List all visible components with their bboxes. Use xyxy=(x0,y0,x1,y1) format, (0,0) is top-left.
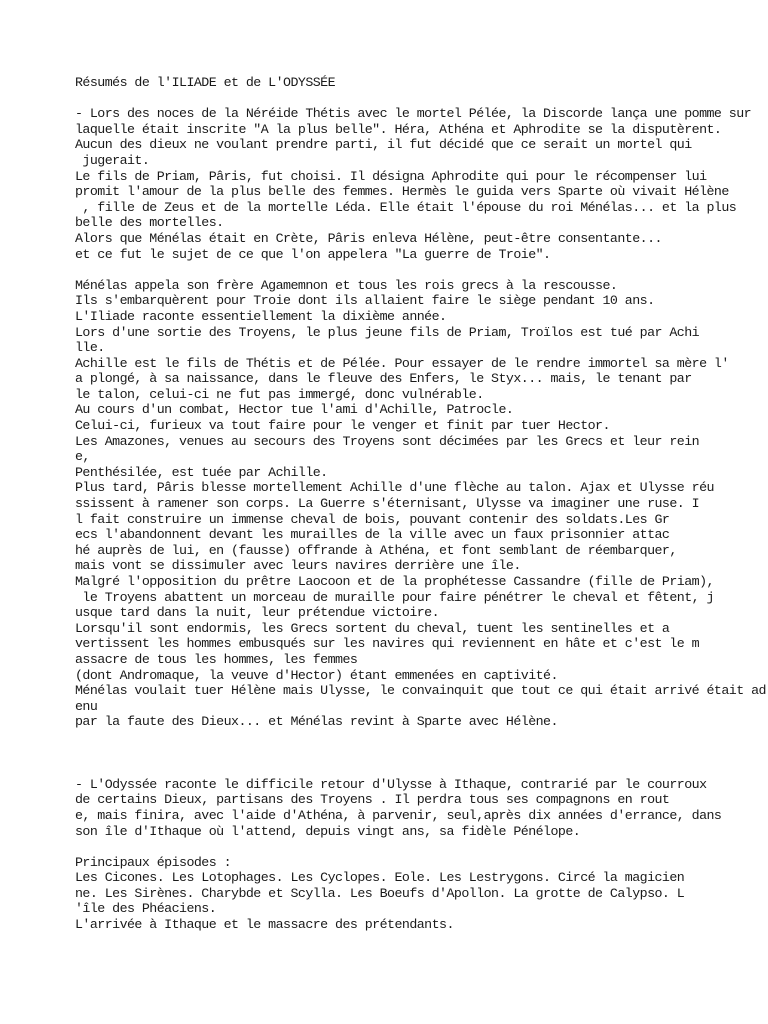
text-line: l fait construire un immense cheval de bois, pouvant contenir des soldats.Les Gr xyxy=(75,511,670,527)
text-line: de certains Dieux, partisans des Troyens . Il perdra tous ses compagnons en rout xyxy=(75,792,670,808)
text-line: Au cours d'un combat, Hector tue l'ami d'Achille, Patrocle. xyxy=(75,402,514,418)
odyssee-paragraph xyxy=(75,777,765,839)
text-line: e, mais finira, avec l'aide d'Athéna, à parvenir, seul,après dix années d'errance, dans xyxy=(75,807,722,823)
text-line: le talon, celui-ci ne fut pas immergé, donc vulnérable. xyxy=(75,386,484,402)
text-line: a plongé, à sa naissance, dans le fleuve des Enfers, le Styx... mais, le tenant par xyxy=(75,371,692,387)
text-line: - L'Odyssée raconte le difficile retour d'Ulysse à Ithaque, contrarié par le courroux xyxy=(75,776,707,792)
text-line: L'Iliade raconte essentiellement la dixième année. xyxy=(75,308,447,324)
text-line: Alors que Ménélas était en Crète, Pâris enleva Hélène, peut-être consentante... xyxy=(75,230,662,246)
text-line: promit l'amour de la plus belle des femmes. Hermès le guida vers Sparte où vivait Hélène xyxy=(75,184,729,200)
spacer xyxy=(75,730,765,746)
text-line: Plus tard, Pâris blesse mortellement Achille d'une flèche au talon. Ajax et Ulysse réu xyxy=(75,480,714,496)
text-line: son île d'Ithaque où l'attend, depuis vingt ans, sa fidèle Pénélope. xyxy=(75,823,581,839)
text-line: Le fils de Priam, Pâris, fut choisi. Il désigna Aphrodite qui pour le récompenser lui xyxy=(75,168,707,184)
text-line: 'île des Phéaciens. xyxy=(75,901,217,917)
episodes-paragraph xyxy=(75,855,765,933)
text-line: Achille est le fils de Thétis et de Pélée. Pour essayer de le rendre immortel sa mère l' xyxy=(75,355,729,371)
text-line: par la faute des Dieux... et Ménélas revint à Sparte avec Hélène. xyxy=(75,714,558,730)
document-title: Résumés de l'ILIADE et de L'ODYSSÉE xyxy=(75,75,336,90)
text-line: laquelle était inscrite "A la plus belle". Héra, Athéna et Aphrodite se la disputèrent. xyxy=(75,121,722,137)
text-line: - Lors des noces de la Néréide Thétis avec le mortel Pélée, la Discorde lança une pomme sur xyxy=(75,106,752,122)
text-line: ssissent à ramener son corps. La Guerre s'éternisant, Ulysse va imaginer une ruse. I xyxy=(75,496,700,512)
text-line: Lors d'une sortie des Troyens, le plus jeune fils de Priam, Troïlos est tué par Achi xyxy=(75,324,700,340)
text-line: assacre de tous les hommes, les femmes xyxy=(75,651,358,667)
text-line: ne. Les Sirènes. Charybde et Scylla. Les Boeufs d'Apollon. La grotte de Calypso. L xyxy=(75,885,685,901)
document-text xyxy=(75,75,765,933)
text-line: vertissent les hommes embusqués sur les navires qui reviennent en hâte et c'est le m xyxy=(75,636,700,652)
text-line: Les Cicones. Les Lotophages. Les Cyclopes. Eole. Les Lestrygons. Circé la magicien xyxy=(75,870,685,886)
text-line: enu xyxy=(75,698,98,714)
text-line: Lorsqu'il sont endormis, les Grecs sortent du cheval, tuent les sentinelles et a xyxy=(75,620,670,636)
text-line: Aucun des dieux ne voulant prendre parti, il fut décidé que ce serait un mortel qui xyxy=(75,137,692,153)
text-line: e, xyxy=(75,449,90,465)
spacer xyxy=(75,761,765,777)
text-line: lle. xyxy=(75,340,105,356)
text-line: le Troyens abattent un morceau de muraille pour faire pénétrer le cheval et fêtent, j xyxy=(75,589,714,605)
text-line: Ménélas voulait tuer Hélène mais Ulysse, le convainquit que tout ce qui était arrivé était ad xyxy=(75,683,766,699)
text-line: Celui-ci, furieux va tout faire pour le venger et finit par tuer Hector. xyxy=(75,418,610,434)
text-line: Malgré l'opposition du prêtre Laocoon et de la prophétesse Cassandre (fille de Priam), xyxy=(75,574,714,589)
spacer xyxy=(75,91,765,107)
text-line: (dont Andromaque, la veuve d'Hector) étant emmenées en captivité. xyxy=(75,667,558,683)
text-line: ecs l'abandonnent devant les murailles de la ville avec un faux prisonnier attac xyxy=(75,527,670,543)
text-line: L'arrivée à Ithaque et le massacre des prétendants. xyxy=(75,917,454,933)
text-line: et ce fut le sujet de ce que l'on appelera "La guerre de Troie". xyxy=(75,246,551,262)
text-line: belle des mortelles. xyxy=(75,215,224,231)
spacer xyxy=(75,746,765,762)
text-line: Les Amazones, venues au secours des Troyens sont décimées par les Grecs et leur rein xyxy=(75,433,700,449)
spacer xyxy=(75,839,765,855)
guerre-paragraph xyxy=(75,278,765,730)
iliade-paragraph xyxy=(75,106,765,262)
text-line: , fille de Zeus et de la mortelle Léda. Elle était l'épouse du roi Ménélas... et la plus xyxy=(75,199,737,215)
text-line: Ils s'embarquèrent pour Troie dont ils allaient faire le siège pendant 10 ans. xyxy=(75,293,655,309)
text-line: Principaux épisodes : xyxy=(75,854,232,870)
text-line: jugerait. xyxy=(75,152,150,168)
text-line: usque tard dans la nuit, leur prétendue victoire. xyxy=(75,605,440,621)
text-line: hé auprès de lui, en (fausse) offrande à Athéna, et font semblant de réembarquer, xyxy=(75,542,677,558)
text-line: mais vont se dissimuler avec leurs navires derrière une île. xyxy=(75,558,521,574)
text-line: Penthésilée, est tuée par Achille. xyxy=(75,464,328,480)
text-line: Ménélas appela son frère Agamemnon et tous les rois grecs à la rescousse. xyxy=(75,277,618,293)
spacer xyxy=(75,262,765,278)
